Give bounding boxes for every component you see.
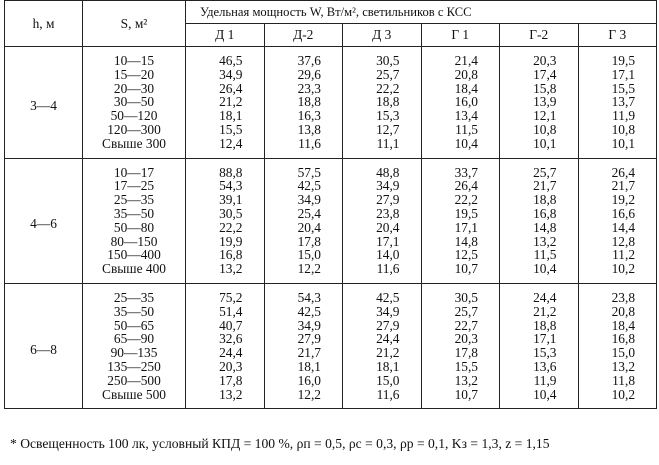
power-value-cell: 20,8 xyxy=(578,305,657,319)
power-value-cell: 13,7 xyxy=(578,95,657,109)
power-value-cell: 15,5 xyxy=(186,123,265,137)
area-range-cell: 15—20 xyxy=(83,68,186,82)
table-row xyxy=(5,262,657,283)
table-row xyxy=(5,388,657,409)
area-range-cell: 50—120 xyxy=(83,109,186,123)
power-value-cell: 25,4 xyxy=(264,207,343,221)
power-value-cell: 11,8 xyxy=(578,374,657,388)
power-value-cell: 15,0 xyxy=(578,346,657,360)
power-value-cell: 15,0 xyxy=(264,248,343,262)
power-value-cell: 16,3 xyxy=(264,109,343,123)
power-value-cell: 13,9 xyxy=(500,95,579,109)
power-value-cell: 46,5 xyxy=(186,47,265,68)
power-value-cell: 13,2 xyxy=(578,360,657,374)
area-range-cell: 30—50 xyxy=(83,95,186,109)
table-row xyxy=(5,123,657,137)
power-value-cell: 42,5 xyxy=(343,283,422,304)
header-col-g2: Г-2 xyxy=(500,24,579,47)
power-value-cell: 34,9 xyxy=(186,68,265,82)
area-range-cell: Свыше 500 xyxy=(83,388,186,409)
power-value-cell: 18,1 xyxy=(343,360,422,374)
table-row xyxy=(5,248,657,262)
power-value-cell: 21,7 xyxy=(578,179,657,193)
power-value-cell: 15,5 xyxy=(421,360,500,374)
power-value-cell: 27,9 xyxy=(264,332,343,346)
power-value-cell: 54,3 xyxy=(186,179,265,193)
power-value-cell: 10,7 xyxy=(421,262,500,283)
power-value-cell: 16,0 xyxy=(421,95,500,109)
power-value-cell: 24,4 xyxy=(186,346,265,360)
area-range-cell: 120—300 xyxy=(83,123,186,137)
header-col-d1: Д 1 xyxy=(186,24,265,47)
power-value-cell: 10,1 xyxy=(500,137,579,158)
power-value-cell: 25,7 xyxy=(343,68,422,82)
power-value-cell: 20,3 xyxy=(421,332,500,346)
power-value-cell: 16,8 xyxy=(500,207,579,221)
power-value-cell: 11,2 xyxy=(578,248,657,262)
power-value-cell: 25,7 xyxy=(500,158,579,179)
power-value-cell: 30,5 xyxy=(343,47,422,68)
power-value-cell: 18,8 xyxy=(500,319,579,333)
power-value-cell: 21,7 xyxy=(264,346,343,360)
table-row xyxy=(5,68,657,82)
area-range-cell: 35—50 xyxy=(83,305,186,319)
power-value-cell: 17,8 xyxy=(186,374,265,388)
power-value-cell: 17,8 xyxy=(421,346,500,360)
power-value-cell: 18,1 xyxy=(186,109,265,123)
power-value-cell: 16,8 xyxy=(578,332,657,346)
area-range-cell: 135—250 xyxy=(83,360,186,374)
area-range-cell: 25—35 xyxy=(83,283,186,304)
power-value-cell: 15,3 xyxy=(500,346,579,360)
power-value-cell: 42,5 xyxy=(264,179,343,193)
power-value-cell: 17,4 xyxy=(500,68,579,82)
power-value-cell: 22,2 xyxy=(421,193,500,207)
table-row xyxy=(5,360,657,374)
power-value-cell: 11,6 xyxy=(343,388,422,409)
power-value-cell: 15,3 xyxy=(343,109,422,123)
power-value-cell: 26,4 xyxy=(421,179,500,193)
area-range-cell: Свыше 300 xyxy=(83,137,186,158)
power-value-cell: 11,6 xyxy=(264,137,343,158)
area-range-cell: 90—135 xyxy=(83,346,186,360)
power-value-cell: 18,8 xyxy=(264,95,343,109)
power-value-cell: 17,1 xyxy=(421,221,500,235)
power-value-cell: 11,6 xyxy=(343,262,422,283)
area-range-cell: 150—400 xyxy=(83,248,186,262)
power-value-cell: 26,4 xyxy=(578,158,657,179)
table-row xyxy=(5,47,657,68)
power-value-cell: 20,3 xyxy=(500,47,579,68)
area-range-cell: 65—90 xyxy=(83,332,186,346)
power-value-cell: 12,7 xyxy=(343,123,422,137)
power-value-cell: 13,8 xyxy=(264,123,343,137)
power-value-cell: 14,0 xyxy=(343,248,422,262)
height-range-cell: 6—8 xyxy=(5,283,83,408)
power-value-cell: 20,4 xyxy=(343,221,422,235)
power-value-cell: 29,6 xyxy=(264,68,343,82)
power-value-cell: 23,8 xyxy=(578,283,657,304)
power-value-cell: 34,9 xyxy=(264,193,343,207)
table-row xyxy=(5,207,657,221)
power-value-cell: 23,3 xyxy=(264,82,343,96)
area-range-cell: 25—35 xyxy=(83,193,186,207)
power-value-cell: 12,8 xyxy=(578,235,657,249)
power-value-cell: 17,1 xyxy=(500,332,579,346)
power-value-cell: 11,1 xyxy=(343,137,422,158)
table-row xyxy=(5,346,657,360)
power-value-cell: 13,2 xyxy=(186,388,265,409)
area-range-cell: 17—25 xyxy=(83,179,186,193)
power-value-cell: 12,4 xyxy=(186,137,265,158)
table-row xyxy=(5,319,657,333)
power-value-cell: 40,7 xyxy=(186,319,265,333)
power-value-cell: 11,5 xyxy=(421,123,500,137)
area-range-cell: 50—80 xyxy=(83,221,186,235)
power-value-cell: 15,8 xyxy=(500,82,579,96)
table-row xyxy=(5,221,657,235)
power-value-cell: 19,2 xyxy=(578,193,657,207)
power-value-cell: 10,4 xyxy=(421,137,500,158)
power-value-cell: 14,8 xyxy=(421,235,500,249)
power-value-cell: 13,2 xyxy=(186,262,265,283)
power-value-cell: 17,1 xyxy=(343,235,422,249)
power-value-cell: 18,4 xyxy=(578,319,657,333)
height-range-cell: 3—4 xyxy=(5,47,83,159)
power-value-cell: 10,8 xyxy=(500,123,579,137)
height-range-cell: 4—6 xyxy=(5,158,83,283)
power-value-cell: 30,5 xyxy=(186,207,265,221)
power-value-cell: 24,4 xyxy=(343,332,422,346)
power-value-cell: 18,8 xyxy=(500,193,579,207)
table-row xyxy=(5,332,657,346)
area-range-cell: 10—15 xyxy=(83,47,186,68)
power-value-cell: 23,8 xyxy=(343,207,422,221)
power-value-cell: 48,8 xyxy=(343,158,422,179)
power-value-cell: 10,2 xyxy=(578,262,657,283)
area-range-cell: 80—150 xyxy=(83,235,186,249)
header-col-d3: Д 3 xyxy=(343,24,422,47)
table-row xyxy=(5,374,657,388)
table-row xyxy=(5,158,657,179)
power-value-cell: 24,4 xyxy=(500,283,579,304)
power-value-cell: 10,8 xyxy=(578,123,657,137)
power-value-cell: 18,1 xyxy=(264,360,343,374)
power-value-cell: 26,4 xyxy=(186,82,265,96)
header-height: h, м xyxy=(5,1,83,47)
power-value-cell: 75,2 xyxy=(186,283,265,304)
power-value-cell: 11,9 xyxy=(578,109,657,123)
power-value-cell: 17,1 xyxy=(578,68,657,82)
power-value-cell: 30,5 xyxy=(421,283,500,304)
table-row xyxy=(5,95,657,109)
power-value-cell: 88,8 xyxy=(186,158,265,179)
table-row xyxy=(5,179,657,193)
power-value-cell: 27,9 xyxy=(343,319,422,333)
power-value-cell: 22,2 xyxy=(343,82,422,96)
area-range-cell: Свыше 400 xyxy=(83,262,186,283)
area-range-cell: 250—500 xyxy=(83,374,186,388)
table-row xyxy=(5,109,657,123)
power-value-cell: 15,5 xyxy=(578,82,657,96)
power-value-cell: 54,3 xyxy=(264,283,343,304)
power-value-cell: 33,7 xyxy=(421,158,500,179)
power-value-cell: 10,2 xyxy=(578,388,657,409)
header-col-g3: Г 3 xyxy=(578,24,657,47)
table-row xyxy=(5,137,657,158)
power-value-cell: 10,4 xyxy=(500,388,579,409)
power-value-cell: 21,7 xyxy=(500,179,579,193)
header-col-g1: Г 1 xyxy=(421,24,500,47)
power-value-cell: 12,2 xyxy=(264,388,343,409)
power-value-cell: 20,3 xyxy=(186,360,265,374)
power-value-cell: 34,9 xyxy=(343,305,422,319)
power-value-cell: 19,5 xyxy=(421,207,500,221)
power-value-cell: 20,4 xyxy=(264,221,343,235)
header-power-group: Удельная мощность W, Вт/м², светильников с КСС xyxy=(186,1,657,24)
power-value-cell: 20,8 xyxy=(421,68,500,82)
power-value-cell: 13,6 xyxy=(500,360,579,374)
table-row xyxy=(5,235,657,249)
power-value-cell: 16,6 xyxy=(578,207,657,221)
power-value-cell: 16,0 xyxy=(264,374,343,388)
area-range-cell: 35—50 xyxy=(83,207,186,221)
power-value-cell: 57,5 xyxy=(264,158,343,179)
header-area: S, м² xyxy=(83,1,186,47)
header-col-d2: Д-2 xyxy=(264,24,343,47)
power-value-cell: 32,6 xyxy=(186,332,265,346)
power-table xyxy=(4,0,657,409)
power-value-cell: 51,4 xyxy=(186,305,265,319)
area-range-cell: 10—17 xyxy=(83,158,186,179)
power-value-cell: 21,2 xyxy=(186,95,265,109)
power-value-cell: 15,0 xyxy=(343,374,422,388)
power-value-cell: 27,9 xyxy=(343,193,422,207)
power-value-cell: 17,8 xyxy=(264,235,343,249)
power-value-cell: 37,6 xyxy=(264,47,343,68)
power-value-cell: 10,4 xyxy=(500,262,579,283)
power-value-cell: 16,8 xyxy=(186,248,265,262)
table-row xyxy=(5,305,657,319)
footnote: * Освещенность 100 лк, условный КПД = 100 %, ρп = 0,5, ρс = 0,3, ρр = 0,1, Kз = 1,3, z = 1,15 xyxy=(10,436,550,451)
power-value-cell: 12,5 xyxy=(421,248,500,262)
power-value-cell: 19,5 xyxy=(578,47,657,68)
power-value-cell: 34,9 xyxy=(264,319,343,333)
power-value-cell: 10,1 xyxy=(578,137,657,158)
power-value-cell: 21,2 xyxy=(500,305,579,319)
power-value-cell: 21,4 xyxy=(421,47,500,68)
power-value-cell: 21,2 xyxy=(343,346,422,360)
power-value-cell: 34,9 xyxy=(343,179,422,193)
power-value-cell: 22,7 xyxy=(421,319,500,333)
power-value-cell: 22,2 xyxy=(186,221,265,235)
power-value-cell: 11,5 xyxy=(500,248,579,262)
table-row xyxy=(5,193,657,207)
power-value-cell: 25,7 xyxy=(421,305,500,319)
power-value-cell: 12,2 xyxy=(264,262,343,283)
power-value-cell: 14,4 xyxy=(578,221,657,235)
power-value-cell: 10,7 xyxy=(421,388,500,409)
power-value-cell: 18,8 xyxy=(343,95,422,109)
table-row xyxy=(5,82,657,96)
power-value-cell: 39,1 xyxy=(186,193,265,207)
power-value-cell: 12,1 xyxy=(500,109,579,123)
power-value-cell: 13,2 xyxy=(500,235,579,249)
power-value-cell: 14,8 xyxy=(500,221,579,235)
table-body xyxy=(5,47,657,409)
power-value-cell: 18,4 xyxy=(421,82,500,96)
power-value-cell: 19,9 xyxy=(186,235,265,249)
power-value-cell: 13,2 xyxy=(421,374,500,388)
power-value-cell: 13,4 xyxy=(421,109,500,123)
power-value-cell: 11,9 xyxy=(500,374,579,388)
table-row xyxy=(5,283,657,304)
area-range-cell: 20—30 xyxy=(83,82,186,96)
area-range-cell: 50—65 xyxy=(83,319,186,333)
power-value-cell: 42,5 xyxy=(264,305,343,319)
